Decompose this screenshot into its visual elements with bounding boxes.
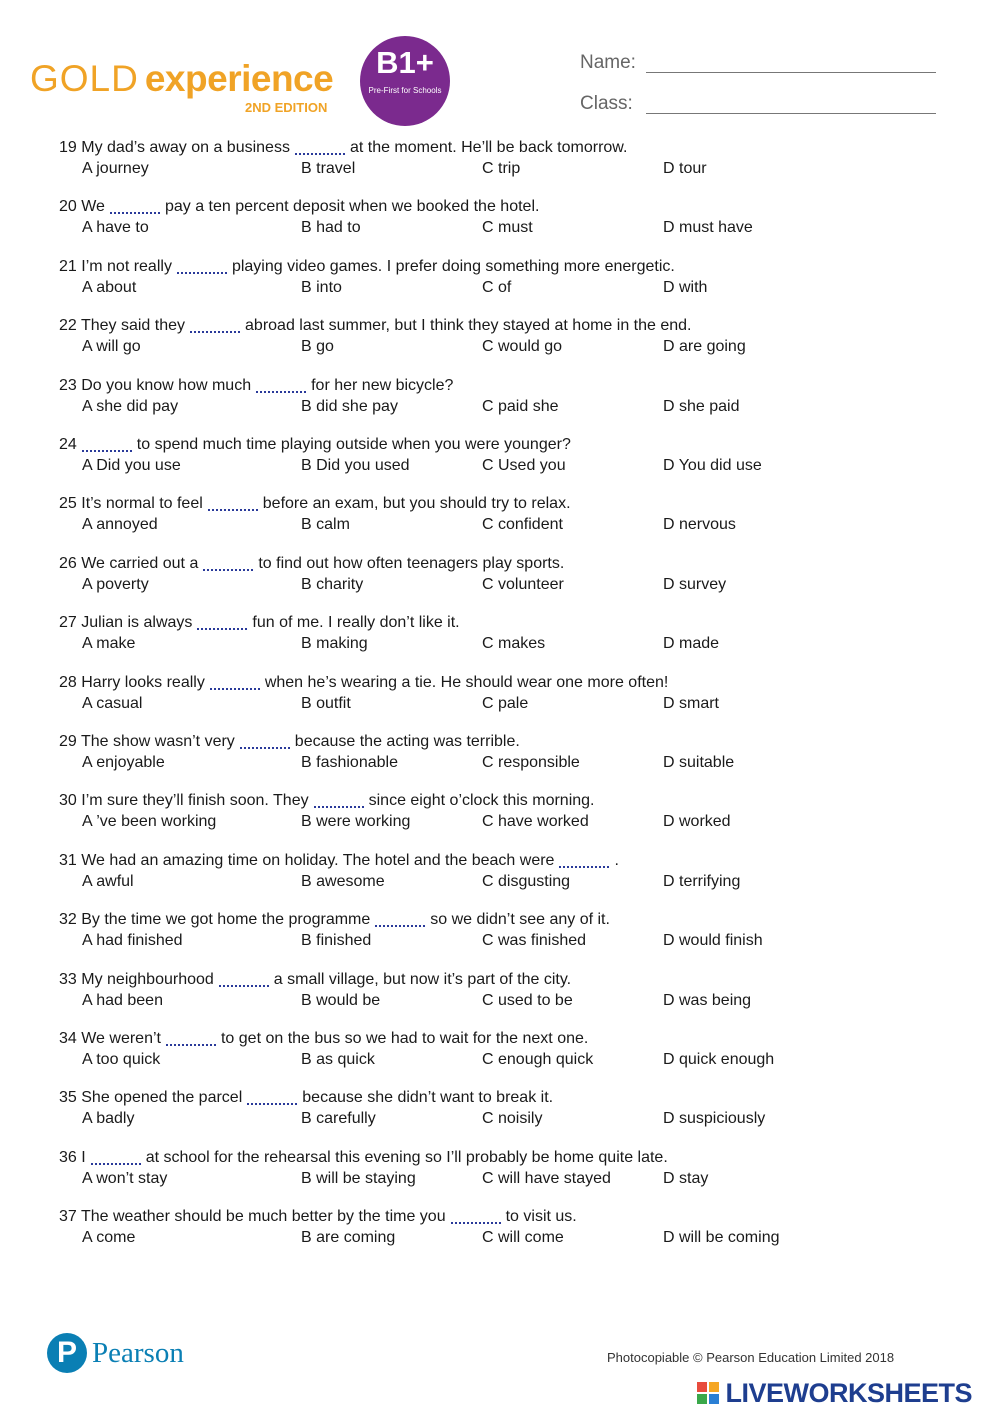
class-label: Class: [580, 93, 633, 114]
option-d: D smart [663, 694, 719, 712]
question-item [59, 139, 707, 181]
question-text-after: to get on the bus so we had to wait for the next one. [220, 1030, 589, 1047]
question-item [59, 436, 762, 478]
question-text-before: 28 Harry looks really [59, 673, 205, 691]
question-text-after: when he’s wearing a tie. He should wear one more often! [264, 673, 669, 691]
answer-gap[interactable] [210, 674, 260, 690]
option-a: A make [82, 635, 136, 653]
question-item [59, 317, 746, 359]
option-d: D with [663, 278, 708, 296]
question-stem [59, 792, 595, 813]
question-stem [59, 139, 627, 160]
option-c: C will have stayed [482, 1169, 611, 1187]
answer-gap[interactable] [256, 377, 306, 393]
liveworksheets-logo [697, 1378, 972, 1409]
question-stem [59, 258, 675, 279]
answer-gap[interactable] [375, 911, 425, 927]
question-item [59, 554, 727, 597]
answer-gap[interactable] [197, 614, 247, 630]
option-c: C would go [482, 338, 563, 356]
option-d: D survey [663, 575, 727, 593]
pearson-wordmark: Pearson [92, 1336, 184, 1369]
option-c: C confident [482, 516, 563, 534]
option-a: A too quick [82, 1051, 161, 1068]
question-text-before: 26 We carried out a [59, 554, 199, 572]
question-stem [59, 971, 571, 992]
option-a: A she did pay [82, 397, 179, 415]
question-stem [59, 852, 619, 873]
option-d: D she paid [663, 397, 740, 415]
question-stem [59, 1089, 553, 1110]
option-c: C must [482, 219, 533, 237]
answer-gap[interactable] [247, 1089, 297, 1105]
option-b: B charity [301, 575, 364, 593]
option-d: D terrifying [663, 872, 741, 890]
option-a: A will go [82, 338, 141, 356]
option-a: A ’ve been working [82, 813, 217, 831]
name-label: Name: [580, 52, 636, 73]
question-stem [59, 555, 564, 576]
question-text-before: 30 I’m sure they’ll finish soon. They [59, 792, 309, 810]
question-item [59, 198, 753, 240]
question-item [59, 970, 752, 1013]
answer-options [59, 160, 707, 181]
option-b: B had to [301, 219, 361, 237]
option-d: D will be coming [663, 1229, 780, 1247]
option-b: B fashionable [301, 754, 398, 771]
option-c: C pale [482, 694, 529, 712]
option-a: A Did you use [82, 457, 181, 474]
option-a: A had finished [82, 932, 183, 950]
question-stem [59, 377, 453, 398]
level-badge-subtitle: Pre-First for Schools [368, 86, 442, 95]
question-text-after: at the moment. He’ll be back tomorrow. [349, 139, 628, 156]
class-input-line[interactable] [646, 103, 936, 114]
pearson-logo [47, 1333, 184, 1373]
question-text-before: 20 We [59, 198, 105, 216]
option-c: C disgusting [482, 872, 571, 890]
option-c: C Used you [482, 457, 566, 474]
question-item [59, 376, 740, 419]
question-item [59, 673, 719, 716]
question-item [59, 733, 735, 775]
option-b: B did she pay [301, 397, 398, 415]
pearson-p-icon: P [47, 1333, 87, 1373]
option-a: A poverty [82, 575, 149, 593]
option-b: B are coming [301, 1229, 396, 1247]
option-b: B finished [301, 932, 372, 950]
answer-options [59, 338, 746, 359]
question-text-before: 36 I [59, 1148, 86, 1166]
option-c: C makes [482, 635, 546, 653]
option-d: D suitable [663, 754, 735, 771]
liveworksheets-wordmark: LIVEWORKSHEETS [725, 1378, 972, 1408]
option-d: D made [663, 635, 720, 653]
option-c: C noisily [482, 1110, 543, 1128]
liveworksheets-icon [697, 1382, 721, 1406]
option-a: A enjoyable [82, 754, 165, 771]
question-text-after: because she didn’t want to break it. [302, 1089, 554, 1107]
question-text-before: 23 Do you know how much [59, 376, 252, 394]
question-text-after: . [614, 851, 619, 869]
answer-options [59, 694, 719, 716]
answer-options [59, 932, 763, 953]
option-a: A casual [82, 694, 143, 712]
question-text-before: 32 By the time we got home the programme [59, 911, 371, 929]
question-text-after: to find out how often teenagers play sports. [258, 554, 565, 572]
option-c: C have worked [482, 813, 589, 831]
answer-gap[interactable] [451, 1208, 501, 1224]
logo-gold-text: GOLD [30, 58, 139, 99]
answer-options [59, 457, 762, 478]
question-item [59, 911, 763, 953]
option-b: B would be [301, 991, 381, 1009]
option-c: C paid she [482, 397, 559, 415]
question-text-after: a small village, but now it’s part of the city. [273, 970, 572, 988]
question-text-after: since eight o’clock this morning. [368, 792, 595, 810]
question-stem [59, 614, 460, 635]
answer-options [59, 1110, 766, 1131]
option-d: D stay [663, 1169, 709, 1187]
option-d: D nervous [663, 516, 736, 534]
question-text-after: fun of me. I really don’t like it. [252, 614, 460, 632]
option-c: C of [482, 278, 512, 296]
question-text-after: to spend much time playing outside when you were younger? [136, 436, 571, 453]
question-item [59, 495, 736, 537]
question-stem [59, 495, 571, 516]
question-text-after: because the acting was terrible. [294, 733, 520, 750]
level-badge [360, 36, 450, 126]
question-item [59, 257, 708, 300]
option-a: A about [82, 278, 137, 296]
question-item [59, 1030, 775, 1072]
option-d: D was being [663, 991, 752, 1009]
question-text-after: at school for the rehearsal this evening so I’ll probably be home quite late. [145, 1148, 668, 1166]
answer-options [59, 754, 735, 775]
answer-gap[interactable] [177, 258, 227, 274]
option-b: B carefully [301, 1110, 376, 1128]
option-b: B awesome [301, 872, 385, 890]
question-text-after: to visit us. [505, 1208, 577, 1226]
question-text-before: 37 The weather should be much better by the time you [59, 1208, 446, 1226]
option-a: A had been [82, 991, 163, 1009]
option-a: A annoyed [82, 516, 158, 534]
option-a: A come [82, 1229, 136, 1247]
question-text-before: 35 She opened the parcel [59, 1089, 243, 1107]
question-item [59, 1148, 709, 1191]
option-d: D must have [663, 219, 753, 237]
option-b: B into [301, 278, 342, 296]
option-c: C trip [482, 160, 521, 177]
answer-gap[interactable] [559, 852, 609, 868]
option-b: B will be staying [301, 1169, 416, 1187]
answer-options [59, 813, 731, 834]
answer-options [59, 278, 708, 300]
answer-options [59, 397, 740, 419]
question-text-before: 21 I’m not really [59, 257, 172, 275]
question-text-after: for her new bicycle? [311, 376, 454, 394]
option-a: A badly [82, 1110, 135, 1128]
question-item [59, 1208, 780, 1250]
question-text-before: 25 It’s normal to feel [59, 495, 203, 513]
answer-gap[interactable] [240, 733, 290, 749]
logo-edition-text: 2ND EDITION [245, 100, 328, 115]
option-d: D suspiciously [663, 1110, 766, 1128]
question-text-after: so we didn’t see any of it. [430, 911, 610, 929]
question-item [59, 614, 720, 656]
option-b: B Did you used [301, 457, 410, 474]
option-a: A awful [82, 872, 134, 890]
option-c: C enough quick [482, 1051, 594, 1068]
answer-options [59, 872, 741, 894]
class-field [580, 93, 633, 115]
answer-gap[interactable] [295, 139, 345, 155]
question-text-before: 24 [59, 436, 77, 453]
option-c: C will come [482, 1229, 564, 1247]
answer-options [59, 1229, 780, 1250]
question-text-after: abroad last summer, but I think they stayed at home in the end. [245, 317, 692, 335]
option-b: B making [301, 635, 368, 653]
option-d: D tour [663, 160, 707, 177]
option-b: B as quick [301, 1051, 375, 1068]
logo-experience-text: experience [144, 58, 334, 99]
answer-gap[interactable] [203, 555, 253, 571]
copyright-notice: Photocopiable © Pearson Education Limited 2018 [607, 1350, 895, 1365]
question-text-before: 19 My dad’s away on a business [59, 139, 290, 156]
question-text-before: 34 We weren’t [59, 1030, 161, 1047]
answer-gap[interactable] [219, 971, 269, 987]
question-text-after: before an exam, but you should try to relax. [262, 495, 571, 513]
question-stem [59, 911, 610, 932]
question-text-before: 31 We had an amazing time on holiday. The hotel and the beach were [59, 851, 555, 869]
question-stem [59, 198, 539, 219]
question-stem [59, 436, 571, 457]
answer-options [59, 516, 736, 537]
option-b: B go [301, 338, 334, 356]
question-text-after: pay a ten percent deposit when we booked the hotel. [164, 198, 540, 216]
question-text-before: 33 My neighbourhood [59, 970, 214, 988]
question-text-after: playing video games. I prefer doing something more energetic. [231, 257, 675, 275]
answer-options [59, 635, 720, 656]
option-d: D quick enough [663, 1051, 775, 1068]
question-text-before: 22 They said they [59, 317, 186, 335]
question-item [59, 851, 741, 894]
answer-gap[interactable] [82, 436, 132, 452]
option-c: C volunteer [482, 575, 564, 593]
name-field [580, 52, 636, 74]
option-d: D are going [663, 338, 746, 356]
question-stem [59, 1149, 668, 1170]
answer-options [59, 1169, 709, 1191]
answer-gap[interactable] [110, 198, 160, 214]
level-badge-level: B1+ [376, 45, 434, 80]
option-b: B were working [301, 813, 411, 831]
option-d: D You did use [663, 457, 762, 474]
question-text-before: 27 Julian is always [59, 614, 193, 632]
answer-options [59, 991, 752, 1013]
question-text-before: 29 The show wasn’t very [59, 733, 235, 750]
option-d: D would finish [663, 932, 763, 950]
question-stem [59, 317, 692, 338]
question-item [59, 1089, 766, 1131]
option-c: C responsible [482, 754, 580, 771]
answer-gap[interactable] [190, 317, 240, 333]
answer-gap[interactable] [91, 1149, 141, 1165]
gold-experience-logo [30, 58, 334, 115]
option-a: A won’t stay [82, 1169, 168, 1187]
option-b: B calm [301, 516, 350, 534]
question-stem [59, 1208, 577, 1229]
option-a: A journey [82, 160, 149, 177]
answer-options [59, 575, 727, 597]
option-b: B travel [301, 160, 356, 177]
answer-gap[interactable] [314, 792, 364, 808]
question-stem [59, 1030, 588, 1051]
question-stem [59, 733, 520, 754]
option-a: A have to [82, 219, 149, 237]
option-d: D worked [663, 813, 731, 831]
option-c: C was finished [482, 932, 587, 950]
answer-gap[interactable] [208, 495, 258, 511]
question-item [59, 792, 731, 834]
answer-gap[interactable] [166, 1030, 216, 1046]
question-stem [59, 674, 668, 695]
option-b: B outfit [301, 694, 351, 712]
option-c: C used to be [482, 991, 573, 1009]
name-input-line[interactable] [646, 62, 936, 73]
answer-options [59, 1051, 775, 1072]
answer-options [59, 219, 753, 240]
